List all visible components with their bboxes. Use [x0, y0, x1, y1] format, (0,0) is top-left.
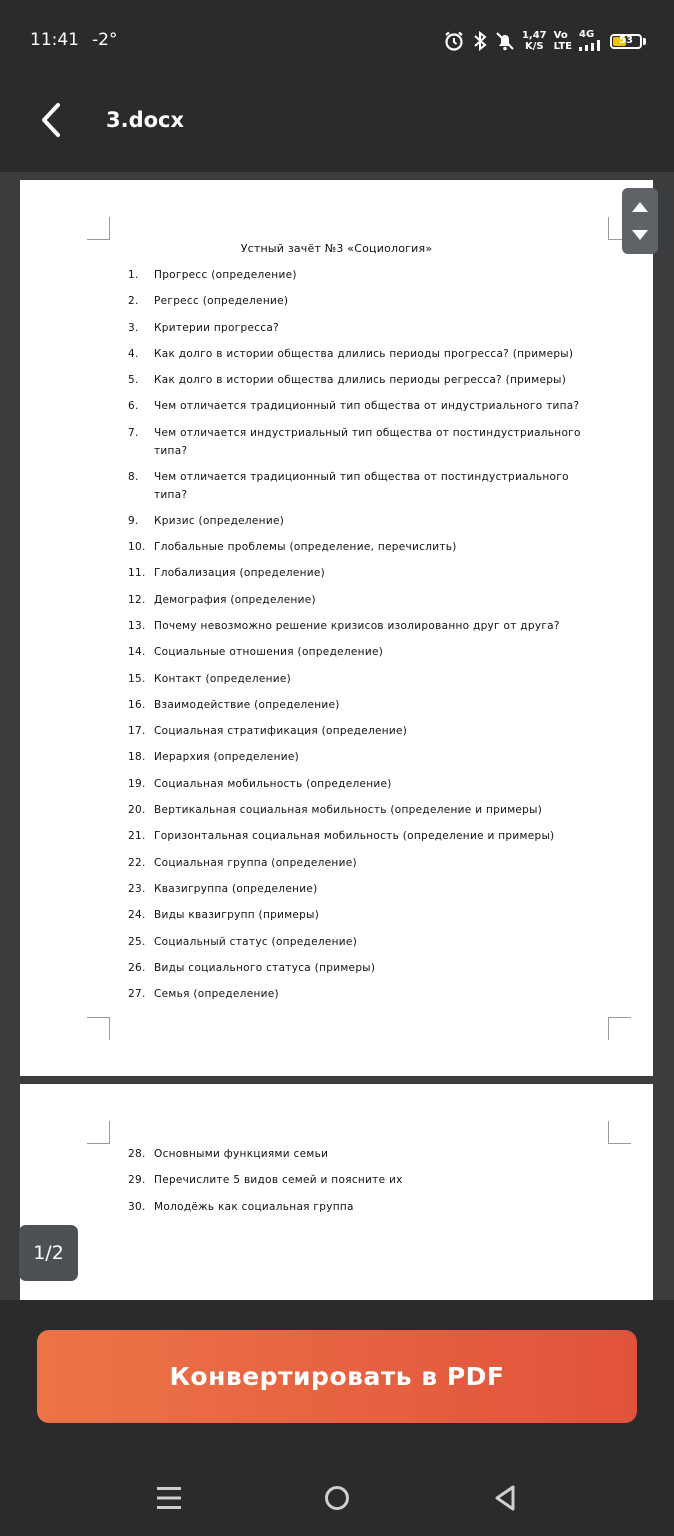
list-item [128, 696, 598, 714]
signal-icon [579, 40, 603, 51]
list-item-number: 9. [128, 514, 139, 527]
list-item [128, 266, 598, 284]
network-top: Vo [553, 30, 568, 41]
list-item-text: Виды квазигрупп (примеры) [154, 909, 320, 922]
list-item [128, 906, 598, 924]
network-gen-label: 4G [579, 28, 595, 40]
list-item [128, 617, 598, 635]
list-item [128, 1171, 598, 1189]
list-item [128, 643, 598, 661]
list-item [128, 933, 598, 951]
list-item-number: 1. [128, 269, 139, 281]
list-item [128, 468, 598, 504]
menu-icon [155, 1485, 183, 1511]
list-item-text: Чем отличается традиционный тип общества от индустриального типа? [154, 400, 580, 413]
list-item-number: 19. [128, 777, 146, 790]
list-item-text: Чем отличается индустриальный тип общества от постиндустриального типа? [154, 426, 581, 457]
list-item [128, 1145, 598, 1163]
list-item [128, 670, 598, 688]
document-page-1 [20, 180, 653, 1076]
list-item-number: 5. [128, 374, 139, 387]
document-heading: Устный зачёт №3 «Социология» [240, 242, 433, 255]
list-item-number: 10. [128, 541, 146, 554]
list-item-number: 24. [128, 909, 146, 922]
list-item-number: 2. [128, 295, 139, 308]
list-item [128, 538, 598, 556]
list-item-text: Вертикальная социальная мобильность (определение и примеры) [154, 804, 543, 817]
list-item [128, 371, 598, 389]
crop-mark [608, 1017, 631, 1040]
question-list [128, 266, 598, 1011]
list-item-number: 29. [128, 1174, 146, 1187]
nav-home-button[interactable] [324, 1485, 350, 1511]
list-item [128, 985, 598, 1003]
list-item-number: 15. [128, 672, 146, 685]
network-bottom: LTE [553, 41, 572, 52]
list-item-text: Взаимодействие (определение) [154, 698, 340, 711]
list-item [128, 1198, 598, 1216]
scroll-down-button[interactable] [622, 224, 658, 246]
list-item-number: 17. [128, 725, 146, 738]
list-item-number: 28. [128, 1148, 146, 1160]
list-item-text: Глобальные проблемы (определение, перечислить) [154, 541, 457, 554]
list-item-text: Социальная мобильность (определение) [154, 777, 392, 790]
crop-mark [87, 1017, 110, 1040]
list-item-number: 7. [128, 426, 139, 439]
mute-icon [495, 30, 515, 52]
list-item [128, 827, 598, 845]
list-item [128, 397, 598, 415]
bluetooth-icon [472, 30, 488, 52]
list-item [128, 801, 598, 819]
list-item-text: Виды социального статуса (примеры) [154, 961, 376, 974]
list-item-number: 16. [128, 698, 146, 711]
list-item [128, 748, 598, 766]
list-item-text: Социальная стратификация (определение) [154, 725, 408, 738]
list-item [128, 345, 598, 363]
net-speed [522, 30, 547, 52]
list-item-text: Регресс (определение) [154, 295, 289, 308]
list-item-text: Прогресс (определение) [154, 269, 297, 281]
list-item-number: 6. [128, 400, 139, 413]
list-item [128, 564, 598, 582]
list-item-text: Контакт (определение) [154, 672, 292, 685]
page-scroll-control [622, 188, 658, 254]
list-item-text: Критерии прогресса? [154, 321, 280, 334]
list-item-text: Как долго в истории общества длились периоды прогресса? (примеры) [154, 347, 574, 360]
document-page-2 [20, 1084, 653, 1300]
list-item [128, 512, 598, 530]
list-item-text: Горизонтальная социальная мобильность (определение и примеры) [154, 830, 555, 843]
list-item-text: Перечислите 5 видов семей и поясните их [154, 1174, 403, 1187]
list-item-number: 25. [128, 935, 146, 948]
list-item-text: Семья (определение) [154, 988, 279, 1001]
list-item-number: 11. [128, 567, 146, 580]
list-item-text: Почему невозможно решение кризисов изолированно друг от друга? [154, 619, 560, 632]
list-item-text: Кризис (определение) [154, 514, 285, 527]
list-item [128, 591, 598, 609]
list-item-number: 30. [128, 1200, 146, 1213]
list-item-text: Молодёжь как социальная группа [154, 1200, 354, 1213]
list-item-number: 8. [128, 470, 139, 483]
scroll-up-button[interactable] [622, 196, 658, 218]
crop-mark [87, 1121, 110, 1144]
back-icon [492, 1484, 518, 1512]
nav-back-button[interactable] [492, 1484, 518, 1512]
list-item-text: Квазигруппа (определение) [154, 882, 318, 895]
list-item [128, 959, 598, 977]
list-item [128, 424, 598, 460]
list-item-text: Иерархия (определение) [154, 751, 300, 764]
list-item [128, 319, 598, 337]
list-item-number: 23. [128, 882, 146, 895]
list-item-text: Основными функциями семьи [154, 1148, 329, 1160]
crop-mark [87, 217, 110, 240]
battery-icon [610, 34, 642, 49]
list-item-number: 21. [128, 830, 146, 843]
question-list [128, 1145, 598, 1224]
back-button[interactable] [32, 100, 72, 140]
network-gen [579, 29, 603, 54]
net-speed-value: 1,47 [521, 30, 547, 41]
list-item [128, 292, 598, 310]
list-item [128, 722, 598, 740]
list-item-number: 14. [128, 646, 146, 659]
list-item-number: 22. [128, 856, 146, 869]
list-item-number: 27. [128, 988, 146, 1001]
arrow-down-icon [632, 230, 648, 240]
nav-menu-button[interactable] [155, 1485, 183, 1511]
list-item [128, 775, 598, 793]
status-temperature: -2° [92, 30, 118, 50]
app-bar [0, 80, 674, 172]
battery-tip [643, 38, 646, 45]
battery-level: 53 [619, 34, 633, 46]
list-item-number: 18. [128, 751, 146, 764]
status-bar [0, 0, 674, 80]
document-title: 3.docx [106, 108, 185, 132]
list-item-number: 12. [128, 593, 146, 606]
list-item-text: Социальный статус (определение) [154, 935, 358, 948]
status-time: 11:41 [30, 30, 79, 50]
document-viewer[interactable] [0, 172, 674, 1300]
list-item-number: 26. [128, 961, 146, 974]
list-item [128, 854, 598, 872]
status-icons [443, 26, 646, 56]
list-item-text: Социальные отношения (определение) [154, 646, 384, 659]
list-item-text: Демография (определение) [154, 593, 316, 606]
network-type [554, 30, 572, 52]
convert-to-pdf-button[interactable]: Конвертировать в PDF [37, 1330, 637, 1423]
list-item-text: Чем отличается традиционный тип общества от постиндустриального типа? [154, 470, 569, 501]
home-icon [324, 1485, 350, 1511]
chevron-left-icon [32, 100, 72, 140]
list-item-text: Социальная группа (определение) [154, 856, 357, 869]
alarm-icon [443, 30, 465, 52]
arrow-up-icon [632, 202, 648, 212]
crop-mark [608, 1121, 631, 1144]
list-item-text: Как долго в истории общества длились периоды регресса? (примеры) [154, 374, 567, 387]
list-item-number: 20. [128, 804, 146, 817]
list-item-text: Глобализация (определение) [154, 567, 326, 580]
list-item-number: 4. [128, 347, 139, 360]
list-item-number: 3. [128, 321, 139, 334]
bottom-area [0, 1300, 674, 1536]
list-item-number: 13. [128, 619, 146, 632]
list-item [128, 880, 598, 898]
page-indicator: 1/2 [19, 1225, 78, 1281]
net-speed-unit: K/S [524, 41, 544, 52]
